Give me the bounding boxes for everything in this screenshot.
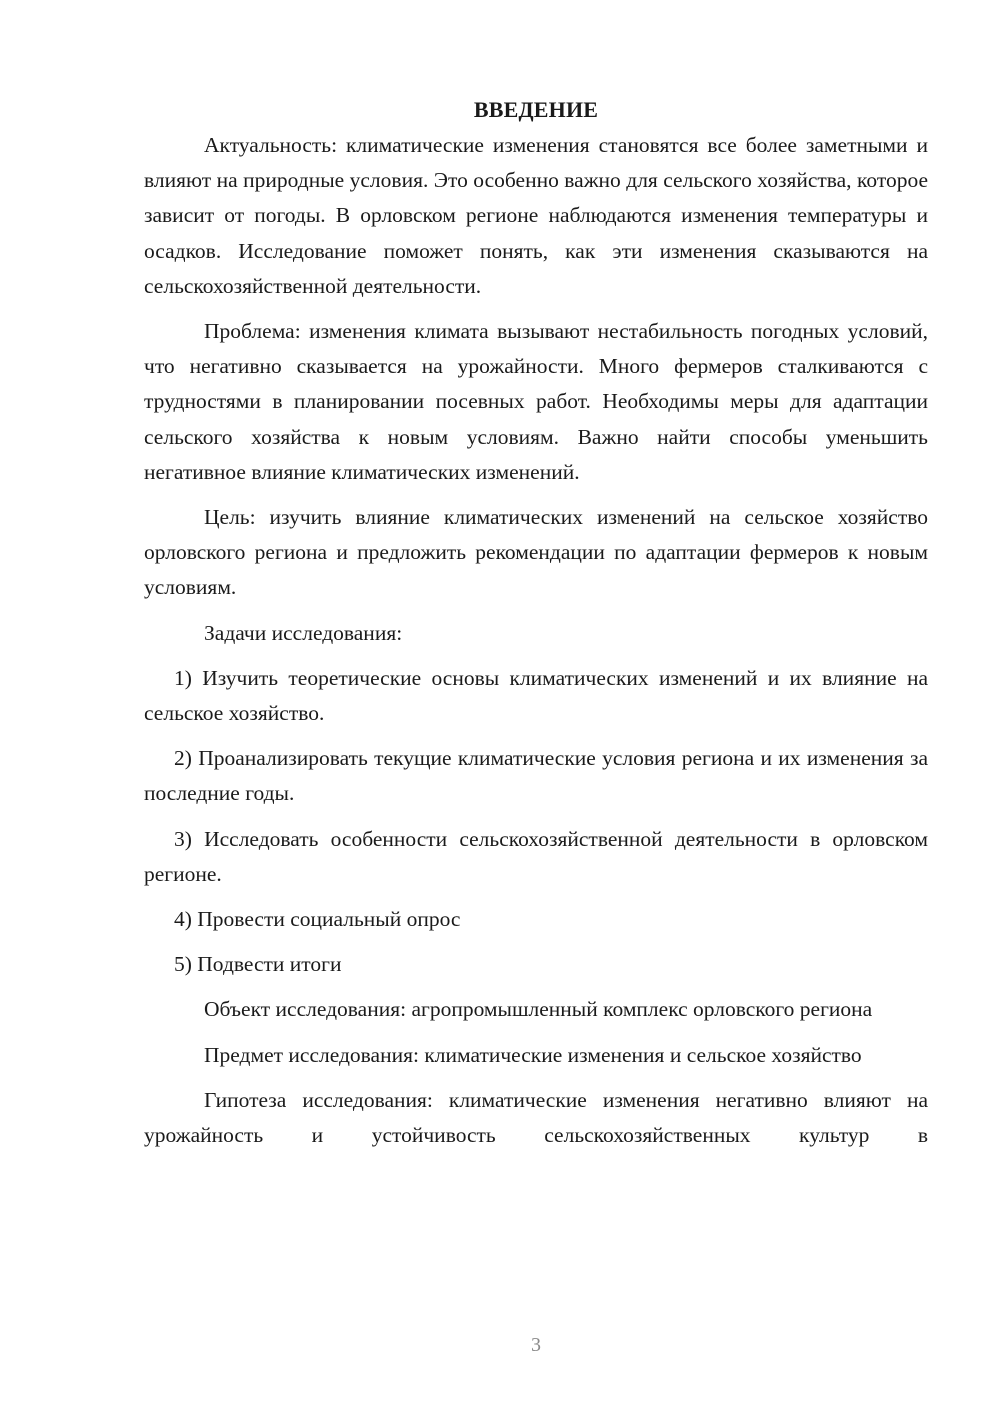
task-item-3: 3) Исследовать особенности сельскохозяйственной деятельности в орловском регионе.	[144, 826, 928, 886]
document-page	[144, 95, 928, 1163]
task-item-1: 1) Изучить теоретические основы климатических изменений и их влияние на сельское хозяйство.	[144, 665, 928, 726]
object-paragraph: Объект исследования: агропромышленный комплекс орловского региона	[204, 997, 873, 1022]
task-item-2: 2) Проанализировать текущие климатические условия региона и их изменения за последние годы.	[144, 746, 928, 806]
relevance-paragraph: Актуальность: климатические изменения становятся все более заметными и влияют на природные условия. Это особенно важно для сельского хозяйства, которое зависит от погоды. В орловском регионе наблюдаются изменения температуры и осадков. Исследование поможет понять, как эти изменения сказываются на сельскохозяйственной деятельности.	[144, 133, 928, 298]
task-item-5: 5) Подвести итоги	[174, 952, 342, 977]
goal-paragraph: Цель: изучить влияние климатических изменений на сельское хозяйство орловского региона и предложить рекомендации по адаптации фермеров к новым условиям.	[144, 505, 928, 600]
tasks-heading: Задачи исследования:	[204, 620, 403, 645]
problem-paragraph: Проблема: изменения климата вызывают нестабильность погодных условий, что негативно сказывается на урожайности. Много фермеров сталкиваются с трудностями в планировании посевных работ. Необходимы меры для адаптации сельского хозяйства к новым условиям. Важно найти способы уменьшить негативное влияние климатических изменений.	[144, 319, 928, 484]
hypothesis-paragraph: Гипотеза исследования: климатические изменения негативно влияют на урожайность и устойчивость сельскохозяйственных культур в	[144, 1087, 928, 1148]
subject-paragraph: Предмет исследования: климатические изменения и сельское хозяйство	[204, 1042, 862, 1067]
page-title: ВВЕДЕНИЕ	[473, 97, 599, 122]
task-item-4: 4) Провести социальный опрос	[174, 907, 461, 932]
page-number: 3	[531, 1334, 541, 1356]
